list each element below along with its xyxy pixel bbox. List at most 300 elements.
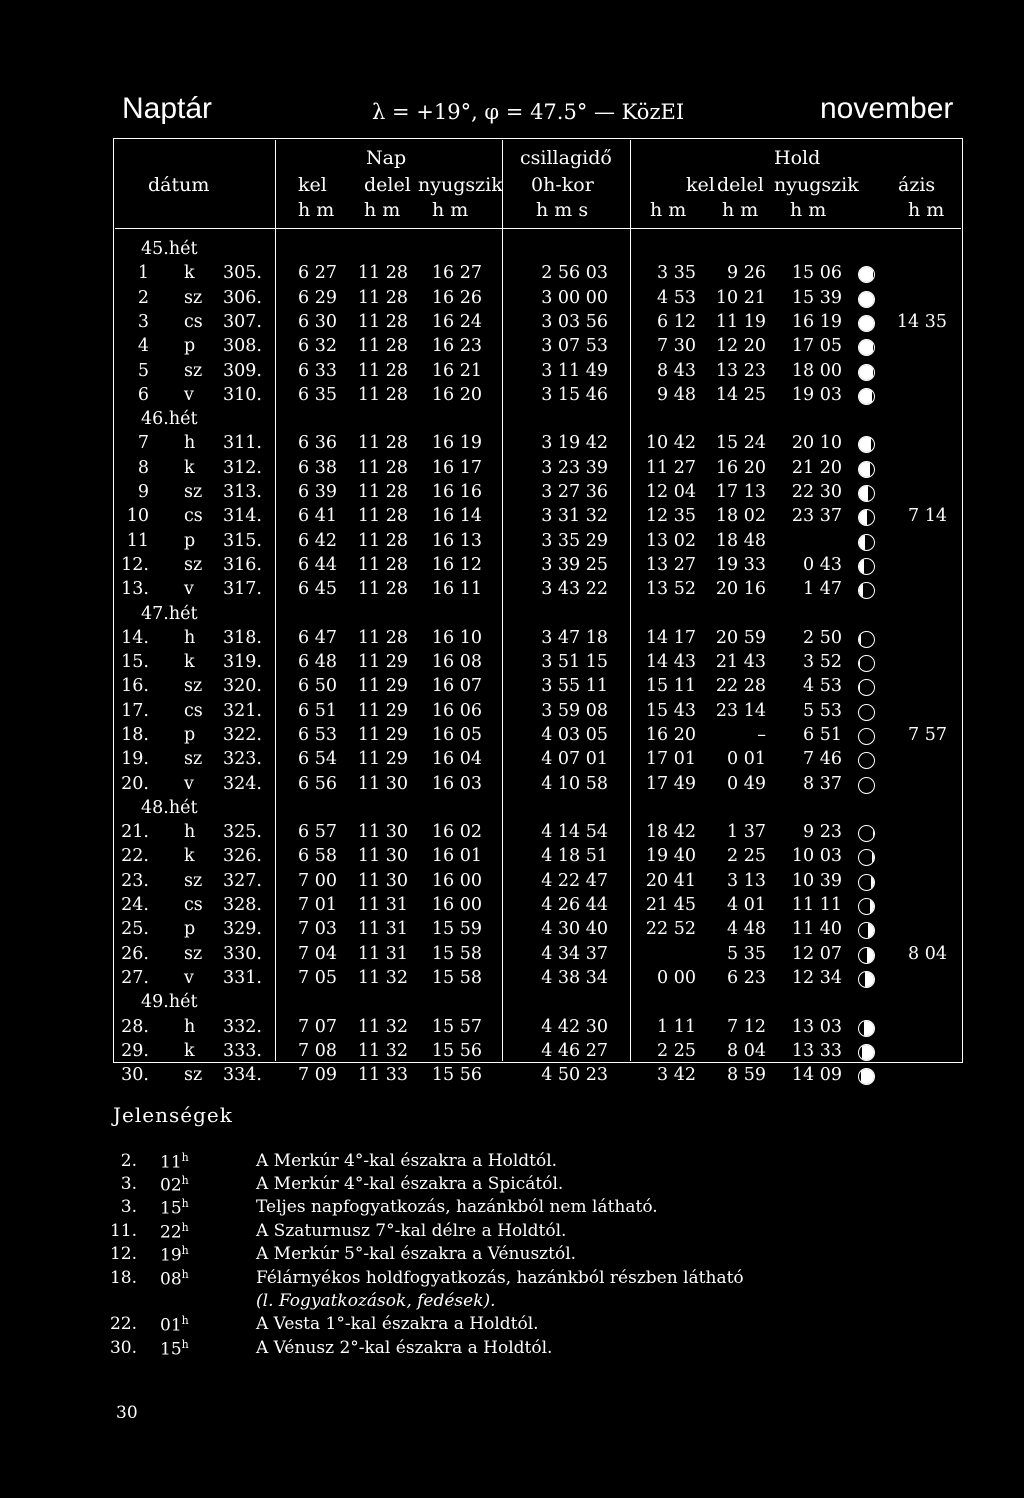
moon-transit: 18 48: [715, 531, 766, 551]
moon-phase-icon: [858, 364, 875, 381]
sun-transit: 11 28: [357, 288, 408, 308]
row-weekday: sz: [184, 482, 203, 502]
row-day-of-year: 306.: [223, 288, 262, 308]
event-hour: [160, 1314, 189, 1336]
moon-set: 12 07: [791, 944, 842, 964]
header-nap-delel: delel: [364, 174, 411, 196]
row-weekday: h: [184, 822, 196, 842]
unit-csillag: h m s: [536, 199, 589, 221]
moon-phase-icon: [858, 582, 875, 599]
row-day: 6: [137, 385, 149, 405]
moon-transit: 3 13: [727, 871, 766, 891]
sun-transit: 11 29: [357, 725, 408, 745]
row-day-of-year: 305.: [223, 263, 262, 283]
row-weekday: sz: [184, 361, 203, 381]
sun-set: 16 05: [431, 725, 482, 745]
row-weekday: cs: [184, 701, 203, 721]
moon-set: 15 39: [791, 288, 842, 308]
sun-set: 16 14: [431, 506, 482, 526]
header-csillagido: csillagidő: [520, 147, 612, 169]
moon-rise: 13 52: [645, 579, 696, 599]
sun-rise: 7 04: [298, 944, 337, 964]
moon-transit: 21 43: [715, 652, 766, 672]
moon-set: 17 05: [791, 336, 842, 356]
sun-rise: 6 27: [298, 263, 337, 283]
moon-phase-icon: [858, 339, 875, 356]
header-hold-fazis: ázis: [898, 174, 936, 196]
header-csillag-0h: 0h-kor: [531, 174, 594, 196]
event-day: 2.: [120, 1151, 137, 1171]
sidereal-time: 3 39 25: [541, 555, 608, 575]
row-day: 15.: [121, 652, 149, 672]
sun-rise: 7 08: [298, 1041, 337, 1061]
event-hour-value: 02: [160, 1175, 182, 1196]
sun-transit: 11 28: [357, 312, 408, 332]
moon-set: 22 30: [791, 482, 842, 502]
row-weekday: cs: [184, 312, 203, 332]
moon-phase-icon: [858, 485, 875, 502]
column-divider: [275, 140, 276, 1061]
sun-transit: 11 31: [357, 919, 408, 939]
sun-transit: 11 30: [357, 822, 408, 842]
sun-set: 16 19: [431, 433, 482, 453]
event-day: 30.: [109, 1338, 137, 1358]
location-info: λ = +19°, φ = 47.5° — KözEI: [372, 100, 685, 124]
row-day-of-year: 330.: [223, 944, 262, 964]
sun-set: 16 07: [431, 676, 482, 696]
sidereal-time: 3 31 32: [541, 506, 608, 526]
sun-transit: 11 29: [357, 749, 408, 769]
moon-transit: 7 12: [727, 1017, 766, 1037]
event-hour: [160, 1197, 189, 1219]
row-weekday: cs: [184, 506, 203, 526]
event-day: 12.: [109, 1244, 137, 1264]
row-day-of-year: 329.: [223, 919, 262, 939]
moon-set: 8 37: [803, 774, 842, 794]
event-hour: [160, 1338, 189, 1360]
row-weekday: k: [184, 1041, 195, 1061]
moon-transit: 15 24: [715, 433, 766, 453]
moon-set: 11 11: [791, 895, 842, 915]
moon-phase-icon: [858, 777, 875, 794]
event-text: A Vénusz 2°-kal északra a Holdtól.: [256, 1338, 553, 1358]
sun-set: 15 56: [431, 1065, 482, 1085]
event-hour-unit: h: [181, 1268, 189, 1281]
sun-set: 16 00: [431, 871, 482, 891]
moon-phase-time: 14 35: [896, 312, 947, 332]
row-day-of-year: 315.: [223, 531, 262, 551]
moon-rise: 9 48: [657, 385, 696, 405]
column-divider: [630, 140, 631, 1061]
moon-transit: 4 48: [727, 919, 766, 939]
event-day: 3.: [120, 1197, 137, 1217]
event-day: 22.: [109, 1314, 137, 1334]
sun-rise: 6 29: [298, 288, 337, 308]
sidereal-time: 4 42 30: [541, 1017, 608, 1037]
moon-set: 3 52: [803, 652, 842, 672]
moon-phase-icon: [858, 655, 875, 672]
row-day-of-year: 307.: [223, 312, 262, 332]
header-nap-kel: kel: [298, 174, 327, 196]
sun-set: 15 59: [431, 919, 482, 939]
event-hour-value: 15: [160, 1339, 182, 1360]
event-hour: [160, 1151, 189, 1173]
moon-set: 7 46: [803, 749, 842, 769]
row-weekday: p: [184, 531, 196, 551]
event-hour-value: 19: [160, 1245, 182, 1266]
moon-phase-icon: [858, 825, 875, 842]
row-weekday: v: [184, 579, 194, 599]
row-day: 10: [126, 506, 149, 526]
moon-transit: 9 26: [727, 263, 766, 283]
moon-set: 21 20: [791, 458, 842, 478]
row-weekday: p: [184, 336, 196, 356]
sun-transit: 11 30: [357, 774, 408, 794]
row-day: 8: [137, 458, 149, 478]
moon-rise: 22 52: [645, 919, 696, 939]
sidereal-time: 4 22 47: [541, 871, 608, 891]
sidereal-time: 3 35 29: [541, 531, 608, 551]
event-text: Félárnyékos holdfogyatkozás, hazánkból részben látható: [256, 1268, 744, 1288]
moon-rise: 19 40: [645, 846, 696, 866]
row-day: 20.: [121, 774, 149, 794]
row-day-of-year: 319.: [223, 652, 262, 672]
week-label: 49.hét: [141, 992, 198, 1012]
sidereal-time: 3 00 00: [541, 288, 608, 308]
sun-rise: 6 36: [298, 433, 337, 453]
moon-phase-icon: [858, 704, 875, 721]
moon-rise: 12 35: [645, 506, 696, 526]
moon-phase-icon: [858, 1044, 875, 1061]
sun-set: 16 03: [431, 774, 482, 794]
sun-rise: 6 48: [298, 652, 337, 672]
moon-rise: 7 30: [657, 336, 696, 356]
moon-transit: 8 59: [727, 1065, 766, 1085]
moon-set: 20 10: [791, 433, 842, 453]
row-weekday: v: [184, 968, 194, 988]
row-day-of-year: 334.: [223, 1065, 262, 1085]
sidereal-time: 4 38 34: [541, 968, 608, 988]
sun-transit: 11 28: [357, 555, 408, 575]
week-label: 48.hét: [141, 798, 198, 818]
sun-set: 16 00: [431, 895, 482, 915]
moon-set: 9 23: [803, 822, 842, 842]
row-day-of-year: 318.: [223, 628, 262, 648]
sun-transit: 11 28: [357, 482, 408, 502]
sun-set: 16 17: [431, 458, 482, 478]
page-number: 30: [116, 1403, 138, 1423]
moon-rise: 16 20: [645, 725, 696, 745]
header-divider: [115, 228, 961, 229]
sidereal-time: 4 07 01: [541, 749, 608, 769]
moon-phase-icon: [858, 509, 875, 526]
moon-rise: 18 42: [645, 822, 696, 842]
row-weekday: sz: [184, 288, 203, 308]
row-day: 11: [126, 531, 149, 551]
moon-rise: 8 43: [657, 361, 696, 381]
sidereal-time: 2 56 03: [541, 263, 608, 283]
row-weekday: sz: [184, 871, 203, 891]
sun-rise: 6 41: [298, 506, 337, 526]
row-day-of-year: 312.: [223, 458, 262, 478]
moon-set: 0 43: [803, 555, 842, 575]
moon-phase-icon: [858, 315, 875, 332]
sun-set: 16 11: [431, 579, 482, 599]
sun-rise: 6 42: [298, 531, 337, 551]
sidereal-time: 3 51 15: [541, 652, 608, 672]
column-divider: [502, 140, 503, 1061]
row-day: 4: [137, 336, 149, 356]
sun-rise: 6 50: [298, 676, 337, 696]
unit-nap-kel: h m: [298, 199, 335, 221]
sun-transit: 11 32: [357, 1017, 408, 1037]
sun-set: 16 13: [431, 531, 482, 551]
row-day: 29.: [121, 1041, 149, 1061]
row-day: 23.: [121, 871, 149, 891]
unit-nap-nyugszik: h m: [432, 199, 469, 221]
header-hold: Hold: [774, 147, 821, 169]
sun-transit: 11 30: [357, 871, 408, 891]
sun-rise: 6 30: [298, 312, 337, 332]
row-day: 22.: [121, 846, 149, 866]
moon-rise: 12 04: [645, 482, 696, 502]
row-day: 21.: [121, 822, 149, 842]
sun-transit: 11 31: [357, 895, 408, 915]
row-weekday: cs: [184, 895, 203, 915]
sidereal-time: 4 34 37: [541, 944, 608, 964]
row-day: 19.: [121, 749, 149, 769]
moon-set: 5 53: [803, 701, 842, 721]
row-day-of-year: 317.: [223, 579, 262, 599]
moon-rise: 2 25: [657, 1041, 696, 1061]
header-hold-kel: kel: [686, 174, 715, 196]
moon-phase-icon: [858, 1068, 875, 1085]
moon-transit: 5 35: [727, 944, 766, 964]
unit-hold-fazis: h m: [908, 199, 945, 221]
moon-set: 6 51: [803, 725, 842, 745]
row-day: 5: [137, 361, 149, 381]
sun-set: 16 16: [431, 482, 482, 502]
event-day: 3.: [120, 1174, 137, 1194]
moon-transit: 23 14: [715, 701, 766, 721]
moon-phase-icon: [858, 849, 875, 866]
row-weekday: h: [184, 1017, 196, 1037]
sidereal-time: 3 23 39: [541, 458, 608, 478]
row-day: 27.: [121, 968, 149, 988]
unit-nap-delel: h m: [364, 199, 401, 221]
moon-set: 14 09: [791, 1065, 842, 1085]
moon-set: 4 53: [803, 676, 842, 696]
event-hour-unit: h: [181, 1244, 189, 1257]
moon-phase-icon: [858, 752, 875, 769]
sun-set: 16 27: [431, 263, 482, 283]
row-weekday: p: [184, 919, 196, 939]
row-day-of-year: 308.: [223, 336, 262, 356]
moon-rise: 21 45: [645, 895, 696, 915]
sidereal-time: 4 50 23: [541, 1065, 608, 1085]
sun-rise: 7 03: [298, 919, 337, 939]
sun-transit: 11 29: [357, 652, 408, 672]
event-hour-value: 08: [160, 1269, 182, 1290]
sidereal-time: 3 07 53: [541, 336, 608, 356]
sun-set: 16 06: [431, 701, 482, 721]
sun-transit: 11 28: [357, 531, 408, 551]
moon-transit: 2 25: [727, 846, 766, 866]
event-hour: [160, 1268, 189, 1290]
moon-rise: 3 35: [657, 263, 696, 283]
sun-transit: 11 28: [357, 385, 408, 405]
header-nap: Nap: [366, 147, 407, 169]
sidereal-time: 4 10 58: [541, 774, 608, 794]
header-hold-delel: delel: [717, 174, 764, 196]
row-day-of-year: 327.: [223, 871, 262, 891]
row-day: 12.: [121, 555, 149, 575]
row-weekday: k: [184, 458, 195, 478]
sun-rise: 6 44: [298, 555, 337, 575]
moon-phase-icon: [858, 461, 875, 478]
event-hour-value: 15: [160, 1198, 182, 1219]
moon-rise: 6 12: [657, 312, 696, 332]
row-day: 26.: [121, 944, 149, 964]
moon-rise: 14 43: [645, 652, 696, 672]
row-day: 13.: [121, 579, 149, 599]
sidereal-time: 4 14 54: [541, 822, 608, 842]
row-day: 16.: [121, 676, 149, 696]
moon-transit: 6 23: [727, 968, 766, 988]
sun-rise: 6 45: [298, 579, 337, 599]
moon-rise: 0 00: [657, 968, 696, 988]
event-hour-unit: h: [181, 1221, 189, 1234]
moon-phase-time: 7 57: [908, 725, 947, 745]
calendar-title: Naptár: [122, 92, 213, 125]
sidereal-time: 3 47 18: [541, 628, 608, 648]
sun-rise: 7 05: [298, 968, 337, 988]
moon-phase-icon: [858, 388, 875, 405]
row-day: 18.: [121, 725, 149, 745]
moon-transit: 4 01: [727, 895, 766, 915]
row-weekday: sz: [184, 676, 203, 696]
event-text: A Merkúr 5°-kal északra a Vénusztól.: [256, 1244, 577, 1264]
row-day: 1: [137, 263, 149, 283]
sun-set: 16 01: [431, 846, 482, 866]
sidereal-time: 3 19 42: [541, 433, 608, 453]
sidereal-time: 4 18 51: [541, 846, 608, 866]
sun-transit: 11 33: [357, 1065, 408, 1085]
sun-set: 16 21: [431, 361, 482, 381]
row-weekday: h: [184, 628, 196, 648]
event-text: A Merkúr 4°-kal északra a Holdtól.: [256, 1151, 558, 1171]
row-day: 24.: [121, 895, 149, 915]
sun-set: 16 26: [431, 288, 482, 308]
sun-transit: 11 28: [357, 263, 408, 283]
moon-phase-icon: [858, 898, 875, 915]
sidereal-time: 4 30 40: [541, 919, 608, 939]
moon-rise: 15 43: [645, 701, 696, 721]
sun-transit: 11 28: [357, 336, 408, 356]
sun-rise: 6 54: [298, 749, 337, 769]
row-weekday: k: [184, 263, 195, 283]
sun-rise: 6 53: [298, 725, 337, 745]
sun-set: 15 58: [431, 944, 482, 964]
row-day-of-year: 322.: [223, 725, 262, 745]
sun-rise: 6 38: [298, 458, 337, 478]
unit-hold-nyugszik: h m: [790, 199, 827, 221]
header-datum: dátum: [148, 174, 210, 196]
sun-set: 16 08: [431, 652, 482, 672]
moon-rise: 13 27: [645, 555, 696, 575]
moon-transit: –: [757, 725, 766, 745]
moon-set: 12 34: [791, 968, 842, 988]
unit-hold-kel: h m: [650, 199, 687, 221]
sun-rise: 7 09: [298, 1065, 337, 1085]
week-label: 46.hét: [141, 409, 198, 429]
moon-phase-icon: [858, 291, 875, 308]
event-hour-unit: h: [181, 1197, 189, 1210]
sun-rise: 7 07: [298, 1017, 337, 1037]
row-day: 9: [137, 482, 149, 502]
event-hour-unit: h: [181, 1338, 189, 1351]
event-text: A Szaturnusz 7°-kal délre a Holdtól.: [256, 1221, 567, 1241]
sun-rise: 6 47: [298, 628, 337, 648]
moon-rise: 10 42: [645, 433, 696, 453]
moon-rise: 17 49: [645, 774, 696, 794]
row-day: 14.: [121, 628, 149, 648]
sidereal-time: 3 43 22: [541, 579, 608, 599]
row-day-of-year: 333.: [223, 1041, 262, 1061]
moon-transit: 20 59: [715, 628, 766, 648]
moon-phase-icon: [858, 558, 875, 575]
moon-phase-icon: [858, 631, 875, 648]
sun-transit: 11 32: [357, 968, 408, 988]
moon-transit: 18 02: [715, 506, 766, 526]
sun-rise: 6 57: [298, 822, 337, 842]
sun-rise: 6 39: [298, 482, 337, 502]
row-day-of-year: 321.: [223, 701, 262, 721]
moon-transit: 16 20: [715, 458, 766, 478]
moon-transit: 1 37: [727, 822, 766, 842]
event-hour-value: 11: [160, 1152, 182, 1173]
row-day: 30.: [121, 1065, 149, 1085]
event-hour-value: 22: [160, 1222, 182, 1243]
header-nap-nyugszik: nyugszik: [418, 174, 503, 196]
sidereal-time: 4 03 05: [541, 725, 608, 745]
moon-phase-icon: [858, 679, 875, 696]
sun-set: 16 12: [431, 555, 482, 575]
sun-transit: 11 28: [357, 433, 408, 453]
row-day: 25.: [121, 919, 149, 939]
sun-set: 16 24: [431, 312, 482, 332]
row-weekday: sz: [184, 1065, 203, 1085]
moon-transit: 13 23: [715, 361, 766, 381]
row-day: 2: [137, 288, 149, 308]
week-label: 45.hét: [141, 239, 198, 259]
sun-transit: 11 28: [357, 579, 408, 599]
event-hour-unit: h: [181, 1314, 189, 1327]
sun-rise: 7 00: [298, 871, 337, 891]
moon-set: 18 00: [791, 361, 842, 381]
moon-phase-icon: [858, 728, 875, 745]
moon-rise: 11 27: [645, 458, 696, 478]
moon-transit: 20 16: [715, 579, 766, 599]
row-weekday: p: [184, 725, 196, 745]
moon-set: 23 37: [791, 506, 842, 526]
moon-transit: 11 19: [715, 312, 766, 332]
sun-rise: 7 01: [298, 895, 337, 915]
row-weekday: k: [184, 846, 195, 866]
sidereal-time: 4 26 44: [541, 895, 608, 915]
moon-set: 13 03: [791, 1017, 842, 1037]
sun-set: 16 23: [431, 336, 482, 356]
